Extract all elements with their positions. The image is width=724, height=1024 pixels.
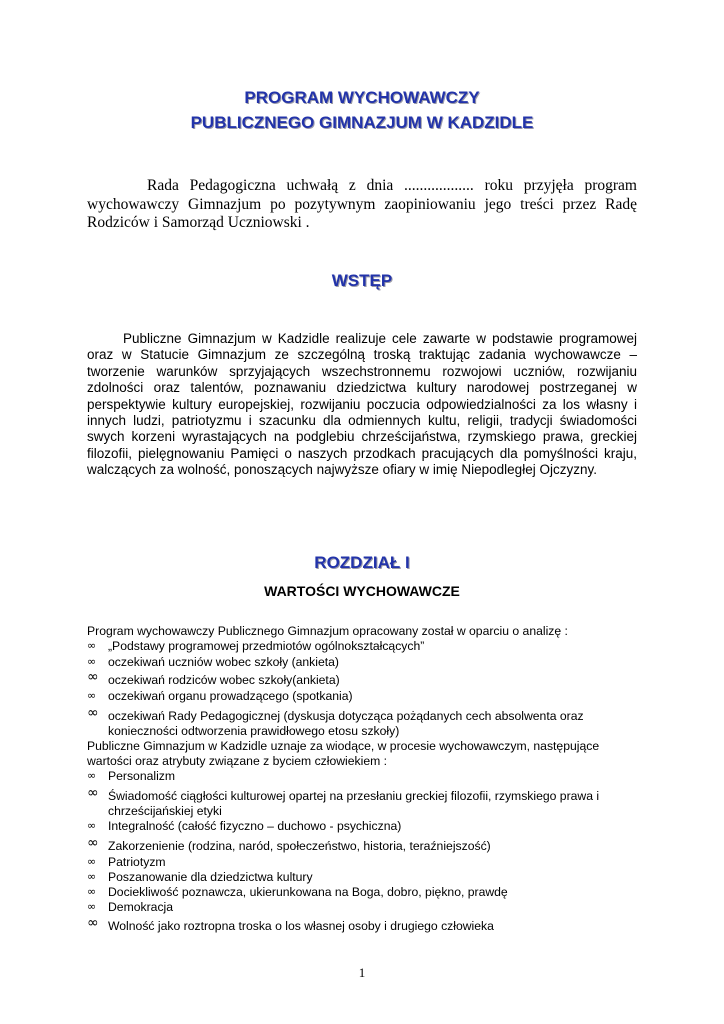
wstep-paragraph: [87, 331, 637, 479]
infinity-bullet-icon: ∞: [87, 639, 97, 652]
infinity-bullet-icon: ∞: [87, 689, 97, 702]
chapter-heading: ROZDZIAŁ I: [314, 553, 410, 572]
chapter-subheading: WARTOŚCI WYCHOWAWCZE: [264, 583, 460, 599]
infinity-bullet-icon: ∞: [87, 835, 99, 851]
infinity-bullet-icon: ∞: [87, 769, 97, 782]
infinity-bullet-icon: ∞: [87, 885, 97, 898]
infinity-bullet-icon: ∞: [87, 655, 97, 668]
page-number: 1: [358, 965, 366, 980]
infinity-bullet-icon: ∞: [87, 915, 99, 931]
infinity-bullet-icon: ∞: [87, 855, 97, 868]
intro-paragraph: [87, 177, 637, 233]
infinity-bullet-icon: ∞: [87, 705, 99, 721]
infinity-bullet-icon: ∞: [87, 870, 97, 883]
analysis-intro: Program wychowawczy Publicznego Gimnazjum opracowany został w oparciu o analizę :: [87, 624, 568, 638]
values-intro: Publiczne Gimnazjum w Kadzidle uznaje za wiodące, w procesie wychowawczym, następujące wartości oraz atrybuty związane z byciem człowiekiem :: [87, 739, 600, 768]
wstep-text: Publiczne Gimnazjum w Kadzidle realizuje cele zawarte w podstawie programowej oraz w Statucie Gimnazjum ze szczególną troską traktując zadania wychowawcze – tworzenie warunków sprzyjających wszechstronnemu rozwojowi uczniów, rozwijaniu zdolności oraz talentów, poznawaniu dziedzictwa kultury narodowej postrzeganej w perspektywie kultury europejskiej, rozwijaniu poczucia odpowiedzialności za los własny i innych ludzi, patriotyzmu i szacunku dla odmiennych kultu, religii, tradycji świadomości swych korzeni wyrastających na podglebiu chrześcijaństwa, rzymskiego prawa, greckiej filozofii, pielęgnowaniu Pamięci o naszych przodkach pracujących dla pomyślności kraju, walczących za wolność, ponoszących najwyższe ofiary w imię Niepodległej Ojczyzny.: [87, 331, 637, 478]
infinity-bullet-icon: ∞: [87, 900, 97, 913]
document-page: PROGRAM WYCHOWAWCZY PUBLICZNEGO GIMNAZJUM W KADZIDLE Rada Pedagogiczna uchwałą z dnia .................. roku przyjęła program wychowawczy Gimnazjum po pozytywnym zaopiniowaniu jego treści przez Radę Rodziców i Samorząd Uczniowski . WSTĘP Publiczne Gimnazjum w Kadzidle realizuje cele zawarte w podstawie programowej oraz w Statucie Gimnazjum ze szczególną troską traktując zadania wychowawcze – tworzenie warunków sprzyjających wszechstronnemu rozwojowi uczniów, rozwijaniu zdolności oraz talentów, poznawaniu dziedzictwa kultury narodowej postrzeganej w perspektywie kultury europejskiej, rozwijaniu poczucia odpowiedzialności za los własny i innych ludzi, patriotyzmu i szacunku dla odmiennych kultu, religii, tradycji świadomości swych korzeni wyrastających na podglebiu chrześcijaństwa, rzymskiego prawa, greckiej filozofii, pielęgnowaniu Pamięci o naszych przodkach pracujących dla pomyślności kraju, walczących za wolność, ponoszących najwyższe ofiary w imię Niepodległej Ojczyzny. ROZDZIAŁ I WARTOŚCI WYCHOWAWCZE Program wychowawczy Publicznego Gimnazjum opracowany został w oparciu o analizę : ∞ „Podstawy programowej przedmiotów ogólnokształcących” ∞ oczekiwań uczniów wobec szkoły (ankieta) ∞ oczekiwań rodziców wobec szkoły(ankieta) ∞ oczekiwań organu prowadzącego (spotkania) ∞ oczekiwań Rady Pedagogicznej (dyskusja dotycząca pożądanych cech absolwenta oraz konieczności odtworzenia prawidłowego etosu szkoły) Publiczne Gimnazjum w Kadzidle uznaje za wiodące, w procesie wychowawczym, następujące wartości oraz atrybuty związane z byciem człowiekiem : ∞ Personalizm ∞ Świadomość ciągłości kulturowej opartej na przesłaniu greckiej filozofii, rzymskiego prawa i chrześcijańskiej etyki ∞ Integralność (całość fizyczno – duchowo - psychiczna) ∞ Zakorzenienie (rodzina, naród, społeczeństwo, historia, teraźniejszość) ∞ Patriotyzm ∞ Poszanowanie dla dziedzictwa kultury ∞ Dociekliwość poznawcza, ukierunkowana na Boga, dobro, piękno, prawdę ∞ Demokracja ∞ Wolność jako roztropna troska o los własnej osoby i drugiego człowieka 1: [0, 0, 724, 1024]
infinity-bullet-icon: ∞: [87, 819, 97, 832]
document-title-line2: PUBLICZNEGO GIMNAZJUM W KADZIDLE: [190, 113, 534, 132]
infinity-bullet-icon: ∞: [87, 785, 99, 801]
wstep-heading: WSTĘP: [331, 271, 393, 290]
document-title-line1: PROGRAM WYCHOWAWCZY: [244, 88, 480, 107]
infinity-bullet-icon: ∞: [87, 669, 99, 685]
intro-text: Rada Pedagogiczna uchwałą z dnia .................. roku przyjęła program wychowawczy Gimnazjum po pozytywnym zaopiniowaniu jego treści przez Radę Rodziców i Samorząd Uczniowski .: [87, 177, 637, 231]
